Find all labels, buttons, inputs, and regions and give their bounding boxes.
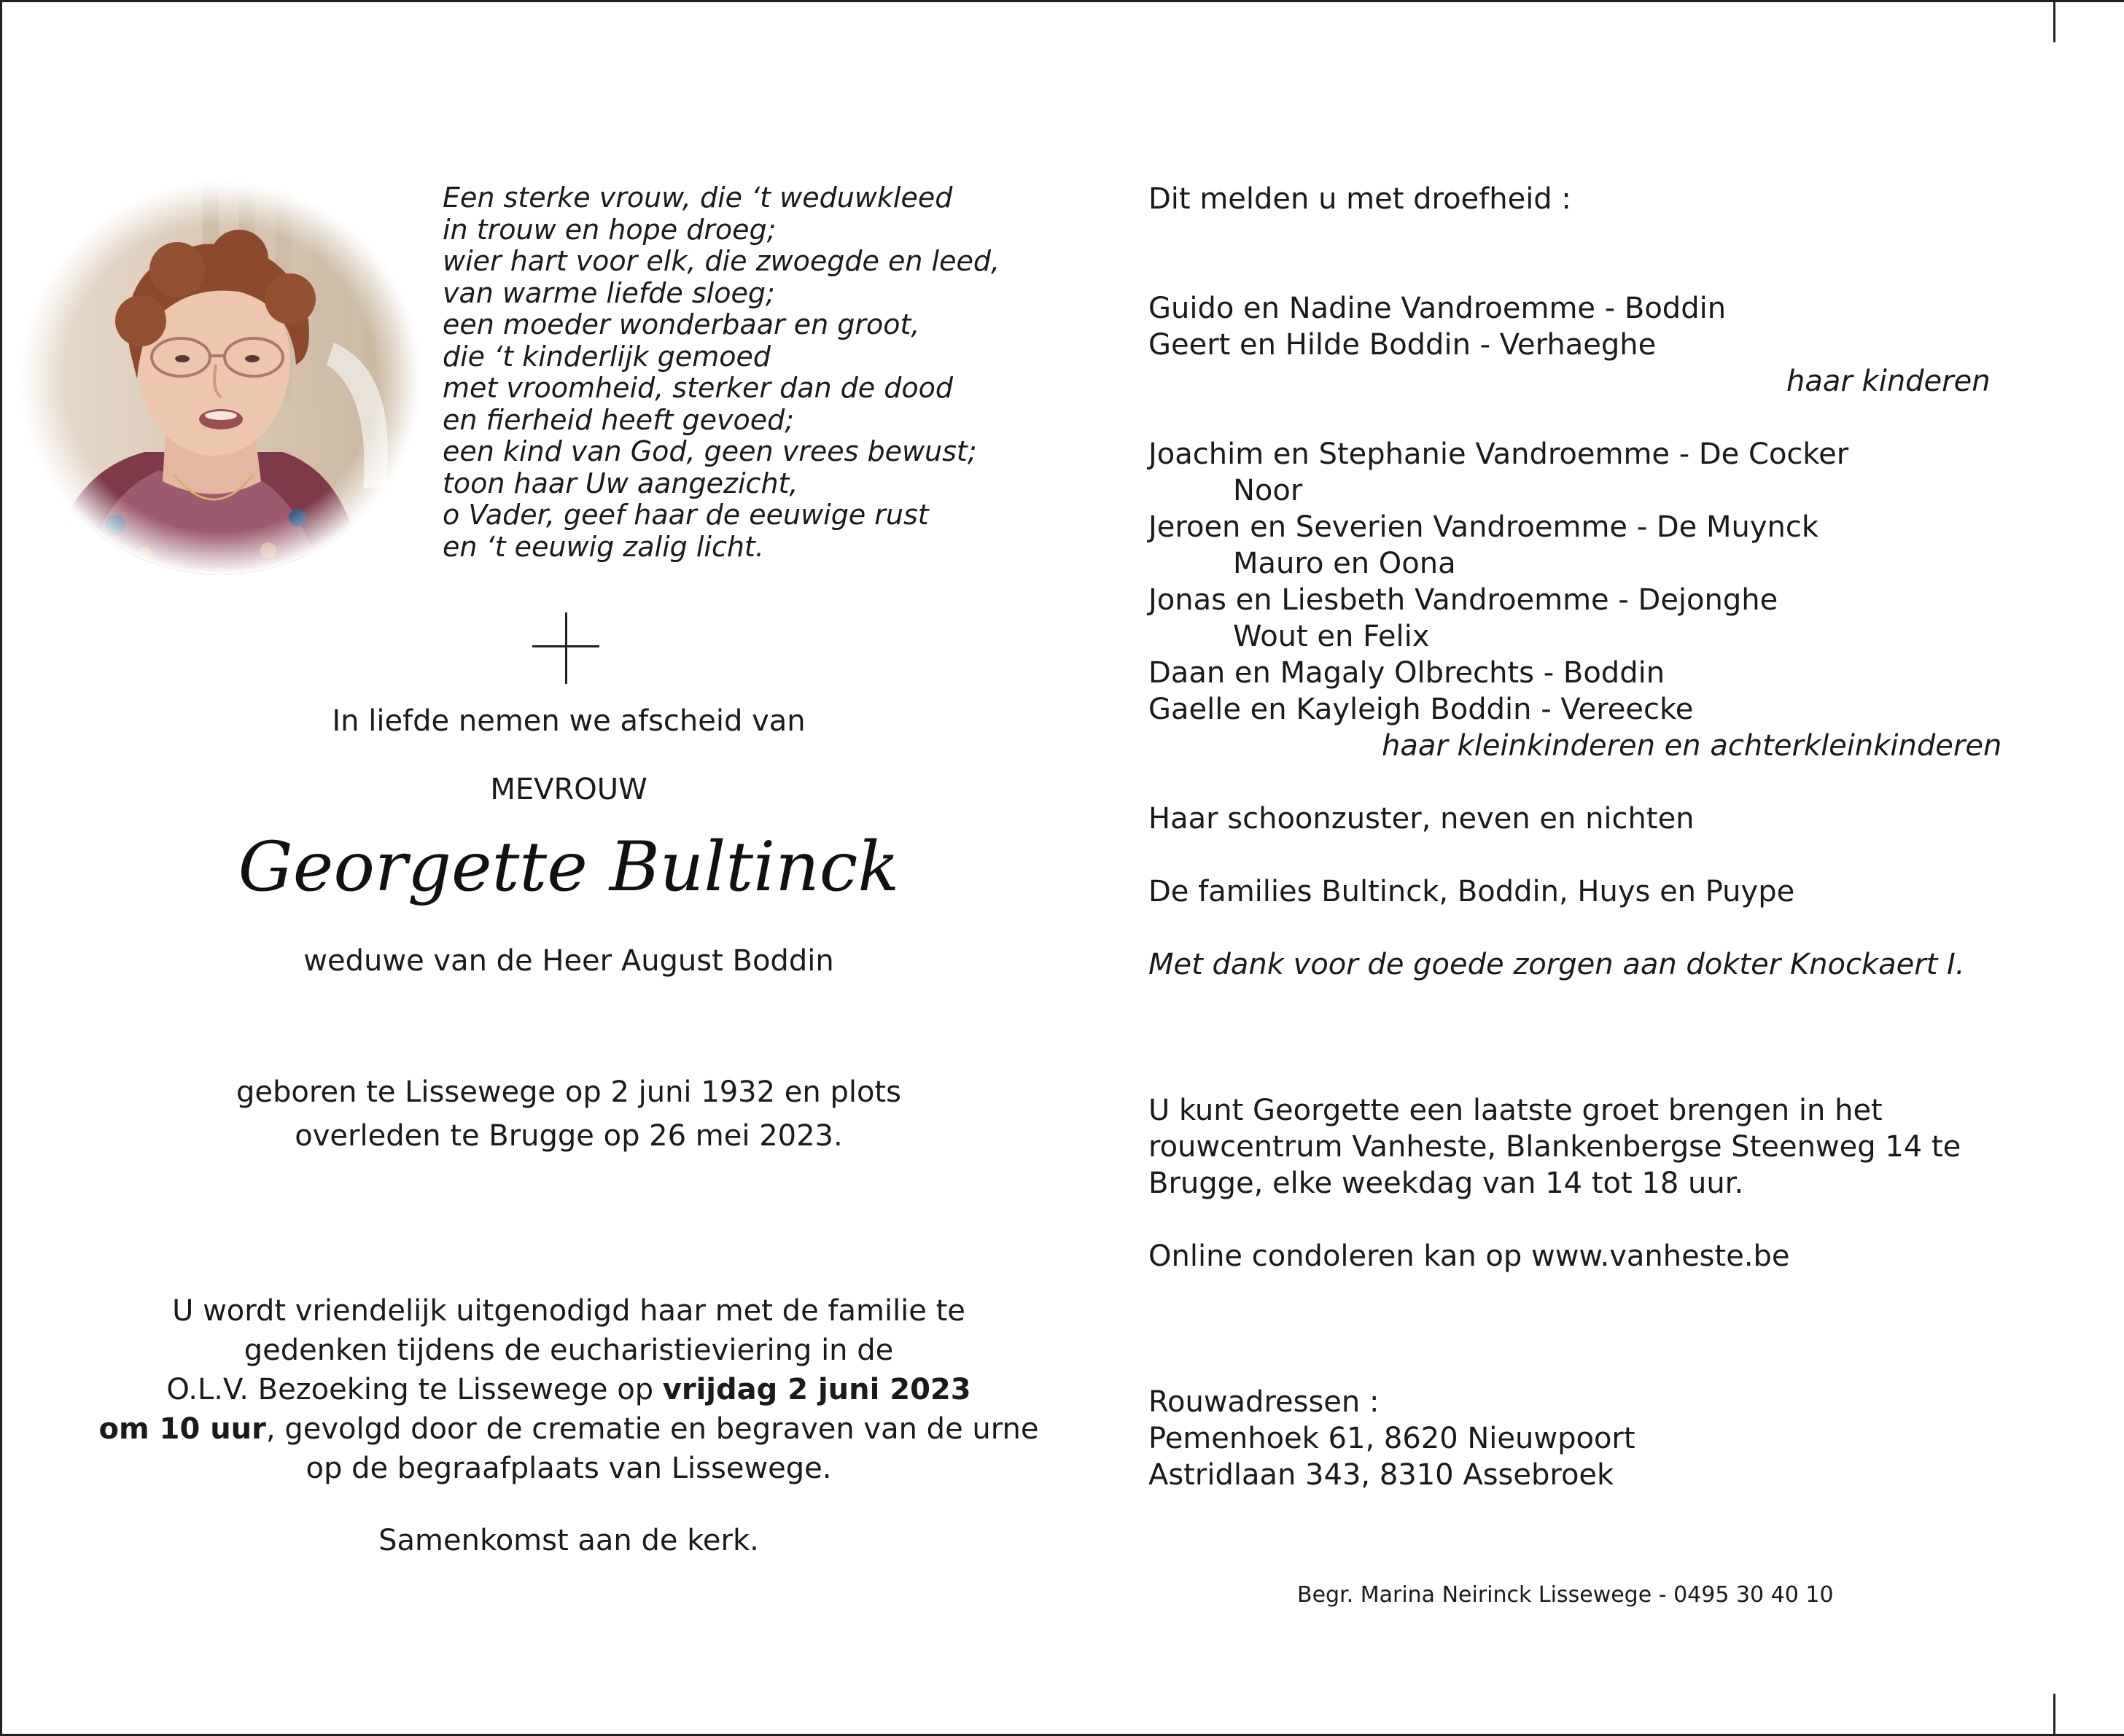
portrait-photo xyxy=(20,182,420,575)
poem-line: van warme liefde sloeg; xyxy=(443,276,775,309)
crop-mark-top xyxy=(2053,0,2055,42)
children-list xyxy=(1148,290,1726,363)
poem-line: en ‘t eeuwig zalig licht. xyxy=(443,530,764,563)
birth-death-info xyxy=(102,1070,1035,1158)
deceased-title: MEVROUW xyxy=(490,773,647,806)
visit-line: U kunt Georgette een laatste groet brengen in het xyxy=(1148,1094,1883,1127)
list-item: Wout en Felix xyxy=(1233,620,1430,653)
poem-line: toon haar Uw aangezicht, xyxy=(443,467,798,499)
list-item: Geert en Hilde Boddin - Verhaeghe xyxy=(1148,328,1657,362)
list-item: Jonas en Liesbeth Vandroemme - Dejonghe xyxy=(1148,583,1778,617)
list-item: Jeroen en Severien Vandroemme - De Muynck xyxy=(1148,510,1819,544)
grandchildren-list xyxy=(1148,436,1848,728)
children-label: haar kinderen xyxy=(1786,365,1991,398)
in-laws: Haar schoonzuster, neven en nichten xyxy=(1148,802,1695,836)
address-line: Pemenhoek 61, 8620 Nieuwpoort xyxy=(1148,1422,1635,1455)
birth-line: geboren te Lissewege op 2 juni 1932 en plots xyxy=(236,1075,901,1109)
poem-line: wier hart voor elk, die zwoegde en leed, xyxy=(443,245,1000,277)
visitation-info xyxy=(1148,1092,1961,1202)
invite-line: O.L.V. Bezoeking te Lissewege op vrijdag 2 juni 2023 xyxy=(166,1373,971,1406)
visit-line: rouwcentrum Vanheste, Blankenbergse Steenweg 14 te xyxy=(1148,1130,1961,1164)
families: De families Bultinck, Boddin, Huys en Puype xyxy=(1148,875,1795,908)
poem-line: een kind van God, geen vrees bewust; xyxy=(443,435,977,467)
thanks-note: Met dank voor de goede zorgen aan dokter Knockaert I. xyxy=(1148,948,1965,981)
visit-line: Brugge, elke weekdag van 14 tot 18 uur. xyxy=(1148,1167,1744,1200)
service-time: om 10 uur xyxy=(98,1412,266,1446)
gathering-note: Samenkomst aan de kerk. xyxy=(378,1524,759,1557)
invite-line: op de begraafplaats van Lissewege. xyxy=(306,1452,832,1485)
poem-line: en fierheid heeft gevoed; xyxy=(443,403,795,436)
deceased-name: Georgette Bultinck xyxy=(238,828,900,907)
list-item: Noor xyxy=(1233,474,1303,507)
invite-line: gedenken tijdens de eucharistieviering in de xyxy=(244,1334,894,1367)
mourning-addresses xyxy=(1148,1384,1635,1493)
poem-line: o Vader, geef haar de eeuwige rust xyxy=(443,499,929,531)
poem-line: die ‘t kinderlijk gemoed xyxy=(443,340,771,373)
addresses-label: Rouwadressen : xyxy=(1148,1385,1380,1419)
list-item: Guido en Nadine Vandroemme - Boddin xyxy=(1148,292,1727,325)
online-condolence: Online condoleren kan op www.vanheste.be xyxy=(1148,1239,1790,1273)
poem-line: in trouw en hope droeg; xyxy=(443,213,777,246)
service-date: vrijdag 2 juni 2023 xyxy=(662,1373,971,1406)
crop-mark-bottom xyxy=(2053,1694,2055,1736)
list-item: Joachim en Stephanie Vandroemme - De Cocker xyxy=(1148,437,1849,471)
farewell-intro: In liefde nemen we afscheid van xyxy=(332,704,806,738)
poem xyxy=(443,182,1000,563)
list-item: Mauro en Oona xyxy=(1233,547,1456,580)
cross-icon xyxy=(532,612,599,684)
grandchildren-label: haar kleinkinderen en achterkleinkinderen xyxy=(1382,729,2002,763)
address-line: Astridlaan 343, 8310 Assebroek xyxy=(1148,1458,1614,1492)
list-item: Daan en Magaly Olbrechts - Boddin xyxy=(1148,656,1665,690)
announcement: Dit melden u met droefheid : xyxy=(1148,182,1571,216)
invite-line: U wordt vriendelijk uitgenodigd haar met de familie te xyxy=(172,1294,965,1328)
funeral-director-footer: Begr. Marina Neirinck Lissewege - 0495 30 40 10 xyxy=(1297,1582,1834,1608)
widow-of: weduwe van de Heer August Boddin xyxy=(303,944,834,978)
invite-line: om 10 uur, gevolgd door de crematie en begraven van de urne xyxy=(98,1412,1039,1446)
poem-line: een moeder wonderbaar en groot, xyxy=(443,308,920,340)
funeral-invitation xyxy=(73,1291,1065,1488)
poem-line: met vroomheid, sterker dan de dood xyxy=(443,372,953,404)
poem-line: Een sterke vrouw, die ‘t weduwkleed xyxy=(443,182,953,214)
list-item: Gaelle en Kayleigh Boddin - Vereecke xyxy=(1148,693,1694,726)
death-line: overleden te Brugge op 26 mei 2023. xyxy=(295,1119,843,1153)
